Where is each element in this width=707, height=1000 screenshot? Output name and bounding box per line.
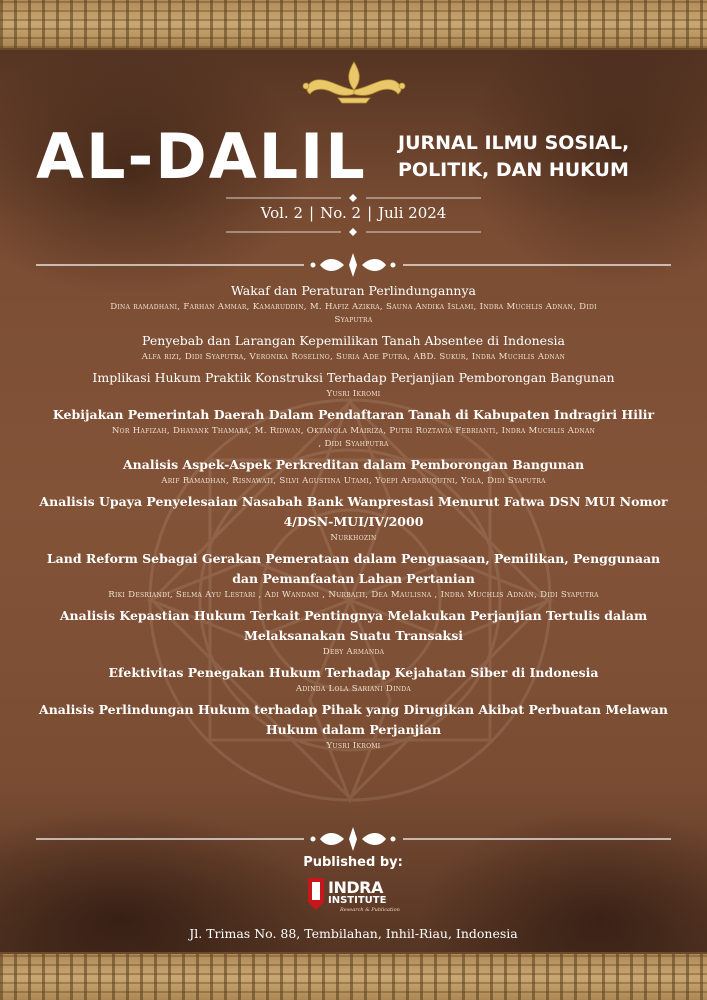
article-authors-line: Nor Hafizah, Dhayank Thamara, M. Ridwan, Oktanola Mairiza, Putri Roztavia Febrianti, Indra Muchlis Adnan bbox=[111, 426, 596, 436]
publisher-name: INDRA bbox=[328, 878, 383, 897]
article-title: Penyebab dan Larangan Kepemilikan Tanah Absentee di Indonesia bbox=[142, 333, 565, 348]
article-authors: Riki Desriandi, Selma Ayu Lestari , Adi Wandani , Nurbaiti, Dea Maulisna , Indra Muchlis Adnan, Didi Syaputra bbox=[108, 590, 599, 600]
article-entry bbox=[36, 281, 671, 327]
number-label: No. 2 bbox=[320, 204, 362, 222]
article-authors: Adinda Lola Sariani Dinda bbox=[295, 684, 412, 694]
journal-subtitle-line-2: POLITIK, DAN HUKUM bbox=[398, 159, 629, 181]
journal-subtitle-line-1: JURNAL ILMU SOSIAL, bbox=[398, 132, 630, 154]
publisher-name-sub: INSTITUTE bbox=[328, 895, 387, 906]
issue-info bbox=[226, 204, 481, 222]
top-ornamental-border bbox=[0, 0, 707, 50]
separator: | bbox=[309, 204, 315, 222]
issue-bottom-divider-icon bbox=[226, 228, 481, 236]
article-entry bbox=[36, 368, 671, 401]
article-authors: Nurkhozin bbox=[330, 533, 377, 543]
publisher-logo bbox=[306, 876, 416, 920]
article-title: Analisis Upaya Penyelesaian Nasabah Bank Wanprestasi Menurut Fatwa DSN MUI Nomor 4/DSN-MUI/IV/2000 bbox=[39, 494, 668, 529]
publisher-address: Jl. Trimas No. 88, Tembilahan, Inhil-Riau, Indonesia bbox=[189, 926, 518, 941]
published-by-label: Published by: bbox=[303, 855, 403, 870]
article-authors-line: Syaputra bbox=[334, 315, 373, 325]
article-authors-line: Dina ramadhani, Farhan Ammar, Kamaruddin, M. Hafiz Azikra, Sauna Andika Islami, Indra Muchlis Adnan, Didi bbox=[110, 302, 597, 312]
article-authors: Arif Ramadhan, Risnawati, Silvi Agustina Utami, Yoepi Afdaruqutni, Yola, Didi Syaputra bbox=[161, 476, 546, 486]
article-entry bbox=[36, 331, 671, 364]
article-entry bbox=[36, 455, 671, 488]
journal-subtitle bbox=[398, 130, 688, 184]
article-title: Efektivitas Penegakan Hukum Terhadap Kejahatan Siber di Indonesia bbox=[108, 665, 599, 680]
date-label: Juli 2024 bbox=[378, 204, 447, 222]
article-title: Analisis Aspek-Aspek Perkreditan dalam Pemborongan Bangunan bbox=[122, 457, 585, 472]
article-entry bbox=[36, 549, 671, 602]
article-title: Land Reform Sebagai Gerakan Pemerataan dalam Penguasaan, Pemilikan, Penggunaan dan Pemanfaatan Lahan Pertanian bbox=[46, 551, 661, 586]
table-of-contents bbox=[36, 281, 671, 757]
article-title: Wakaf dan Peraturan Perlindungannya bbox=[231, 283, 476, 298]
article-authors: Yusri Ikromi bbox=[326, 741, 381, 751]
toc-top-divider-icon bbox=[36, 252, 671, 278]
article-title: Analisis Kepastian Hukum Terkait Pentingnya Melakukan Perjanjian Tertulis dalam Melaksanakan Suatu Transaksi bbox=[59, 608, 648, 643]
toc-bottom-divider-icon bbox=[36, 826, 671, 852]
article-authors-line: , Didi Syahputra bbox=[318, 439, 389, 449]
article-title: Analisis Perlindungan Hukum terhadap Pihak yang Dirugikan Akibat Perbuatan Melawan Hukum dalam Perjanjian bbox=[39, 702, 668, 737]
separator: | bbox=[367, 204, 373, 222]
volume-label: Vol. 2 bbox=[260, 204, 304, 222]
issue-top-divider-icon bbox=[226, 194, 481, 202]
article-entry bbox=[36, 700, 671, 753]
article-title: Implikasi Hukum Praktik Konstruksi Terhadap Perjanjian Pemborongan Bangunan bbox=[92, 370, 615, 385]
article-authors bbox=[36, 425, 671, 451]
bottom-ornamental-border bbox=[0, 952, 707, 1000]
article-authors: Alfa rizi, Didi Syaputra, Veronika Roselino, Suria Ade Putra, ABD. Sukur, Indra Muchlis Adnan bbox=[141, 352, 566, 362]
article-entry bbox=[36, 606, 671, 659]
article-authors bbox=[36, 301, 671, 327]
gold-crown-ornament-icon bbox=[298, 58, 410, 106]
publisher-tagline: Research & Publication bbox=[340, 907, 400, 913]
article-authors: Yusri Ikromi bbox=[326, 389, 381, 399]
article-authors: Deby Armanda bbox=[322, 647, 385, 657]
indra-institute-logo-icon bbox=[306, 876, 326, 912]
journal-title: AL-DALIL bbox=[36, 120, 367, 193]
article-title: Kebijakan Pemerintah Daerah Dalam Pendaftaran Tanah di Kabupaten Indragiri Hilir bbox=[52, 407, 655, 422]
article-entry bbox=[36, 663, 671, 696]
article-entry bbox=[36, 405, 671, 451]
article-entry bbox=[36, 492, 671, 545]
